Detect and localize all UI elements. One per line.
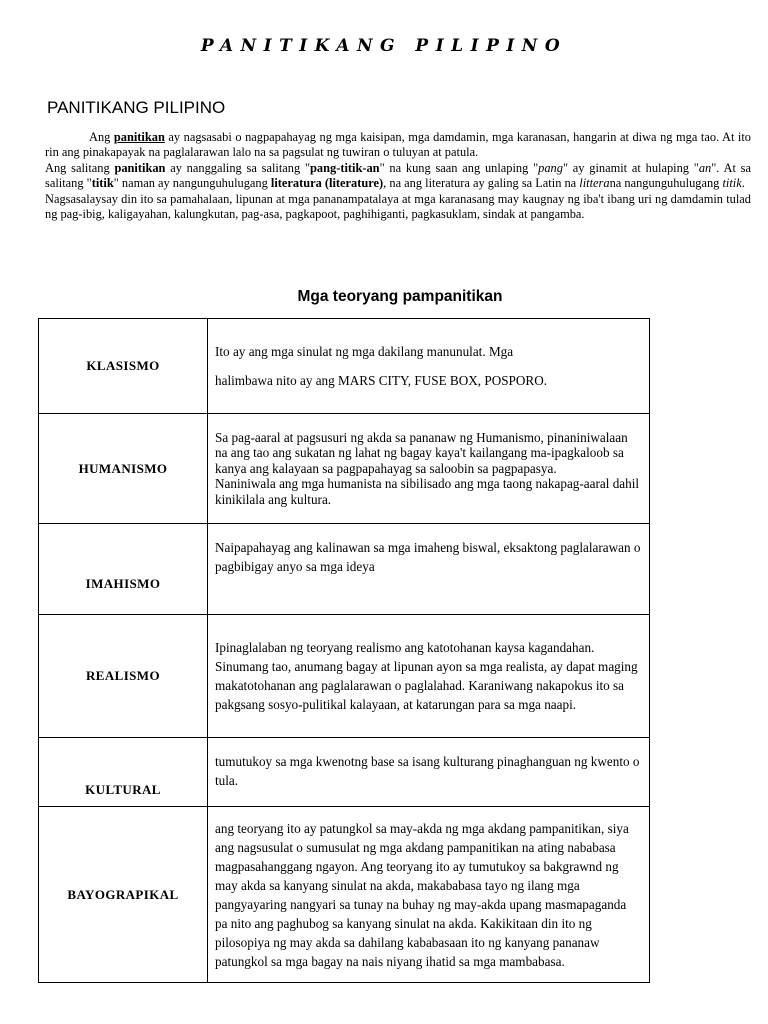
intro-p2-e: ". At sa salitang " (45, 160, 751, 191)
intro-p2-f: " naman ay nangunguhulugang (113, 176, 271, 191)
theory-description (208, 807, 650, 983)
theory-term: KLASISMO (39, 319, 208, 414)
theory-term: BAYOGRAPIKAL (39, 807, 208, 983)
intro-p2-titik: titik (91, 176, 114, 191)
section-heading: PANITIKANG PILIPINO (47, 98, 226, 117)
theory-description (208, 738, 650, 807)
description-line: Ito ay ang mga sinulat ng mga dakilang manunulat. Mga (215, 344, 514, 359)
description-line: Ipinaglalaban ng teoryang realismo ang katotohanan kaysa kagandahan. Sinumang tao, anumang bagay at lipunan ayon sa mga realista, ay dapat maging makatotohanan ang paglalarawan o paglalahad. Karaniwang nakapokus ito sa pakgsang sosyo-pulitikal kalayaan, at katarungan para sa mga naapi. (215, 640, 638, 712)
theory-term: KULTURAL (39, 738, 208, 807)
table-row (39, 615, 650, 738)
panitikan-term: panitikan (113, 130, 165, 144)
intro-p2-c: " na kung saan ang unlaping " (379, 160, 539, 175)
intro-text (45, 130, 751, 222)
theory-term: HUMANISMO (39, 414, 208, 524)
table-row (39, 319, 650, 414)
intro-p2-g: , na ang literatura ay galing sa Latin na (383, 176, 580, 191)
intro-p2-b: ay nanggaling sa salitang " (165, 160, 311, 175)
table-row (39, 414, 650, 524)
intro-p1-start: Ang (89, 130, 114, 144)
intro-p1-rest: ay nagsasabi o nagpapahayag ng mga kaisipan, mga damdamin, mga karanasan, hangarin at diwa ng mga tao. At ito rin ang pinakapayak na paglalarawan lalo na sa pagsulat ng tuwiran o tuluyan at patula. (45, 130, 752, 160)
description-line: Naipapahayag ang kalinawan sa mga imaheng biswal, eksaktong paglalarawan o pagbibigay anyo sa mga ideya (215, 540, 641, 574)
intro-p2-titik2: titik (722, 176, 742, 191)
intro-p2-d: " ay ginamit at hulaping " (562, 160, 699, 175)
table-title: Mga teoryang pampanitikan (297, 288, 503, 305)
intro-p2-term1: panitikan (114, 160, 166, 175)
theory-description (208, 524, 650, 615)
theory-description (208, 615, 650, 738)
description-line: ang teoryang ito ay patungkol sa may-akda ng mga akdang pampanitikan, siya ang nagsusulat o sumusulat ng mga akdang pampanitikan na ating nababasa magpasahanggang ngayon. Ang teoryang ito ay tumutukoy sa bakgrawnd ng may akda sa kanyang sinulat na akda, makababasa tayo ng ilang mga pangyayaring nangyari sa tunay na buhay ng may-akda upang masmapaganda pa nito ang paghubog sa kanyang sinulat na akda. Kakikitaan din ito ng pilosopiya ng may akda sa dahilang kababasaan ito ng kanyang pananaw patungkol sa mga bagay na nais niyang ihatid sa mga mambabasa. (215, 820, 629, 969)
table-row (39, 807, 650, 983)
description-line: Sa pag-aaral at pagsusuri ng akda sa pananaw ng Humanismo, pinaniniwalaan na ang tao ang sukatan ng lahat ng bagay kaya't kailangang ma-ipagkaloob sa kanya ang kalayaan sa pagpapahayag sa saloobin sa pagpapasya. (215, 429, 628, 476)
description-line: Naniniwala ang mga humanista na sibilisado ang mga taong nakapag-aaral dahil kinikilala ang kultura. (215, 476, 640, 507)
intro-p2-littera: littera (579, 176, 610, 191)
theory-description (208, 414, 650, 524)
intro-p2-literatura: literatura (literature) (270, 176, 384, 191)
theories-table (38, 318, 650, 983)
intro-p2-an: an (698, 160, 712, 175)
description-line: halimbawa nito ay ang MARS CITY, FUSE BOX, POSPORO. (215, 373, 548, 388)
intro-p2-a: Ang salitang (45, 160, 115, 175)
theory-description (208, 319, 650, 414)
description-line: tumutukoy sa mga kwenotng base sa isang kulturang pinaghanguan ng kwento o tula. (215, 754, 640, 788)
theory-term: IMAHISMO (39, 524, 208, 615)
intro-p2-i: . (741, 176, 745, 191)
intro-p2-pang: pang (538, 160, 563, 175)
document-title: PANITIKANG PILIPINO (200, 36, 568, 56)
intro-p2-term2: pang-titik-an (310, 160, 380, 175)
theory-term: REALISMO (39, 615, 208, 738)
table-row (39, 738, 650, 807)
intro-p2-h: na nangunguhulugang (609, 176, 723, 191)
table-row (39, 524, 650, 615)
intro-p3: Nagsasalaysay din ito sa pamahalaan, lipunan at mga pananampatalaya at mga karanasang may kaugnay ng iba't ibang uri ng damdamin tulad ng pag-ibig, kaligayahan, kalungkutan, pag-asa, pagkapoot, paghihiganti, pagkasuklam, sindak at pangamba. (45, 191, 751, 222)
